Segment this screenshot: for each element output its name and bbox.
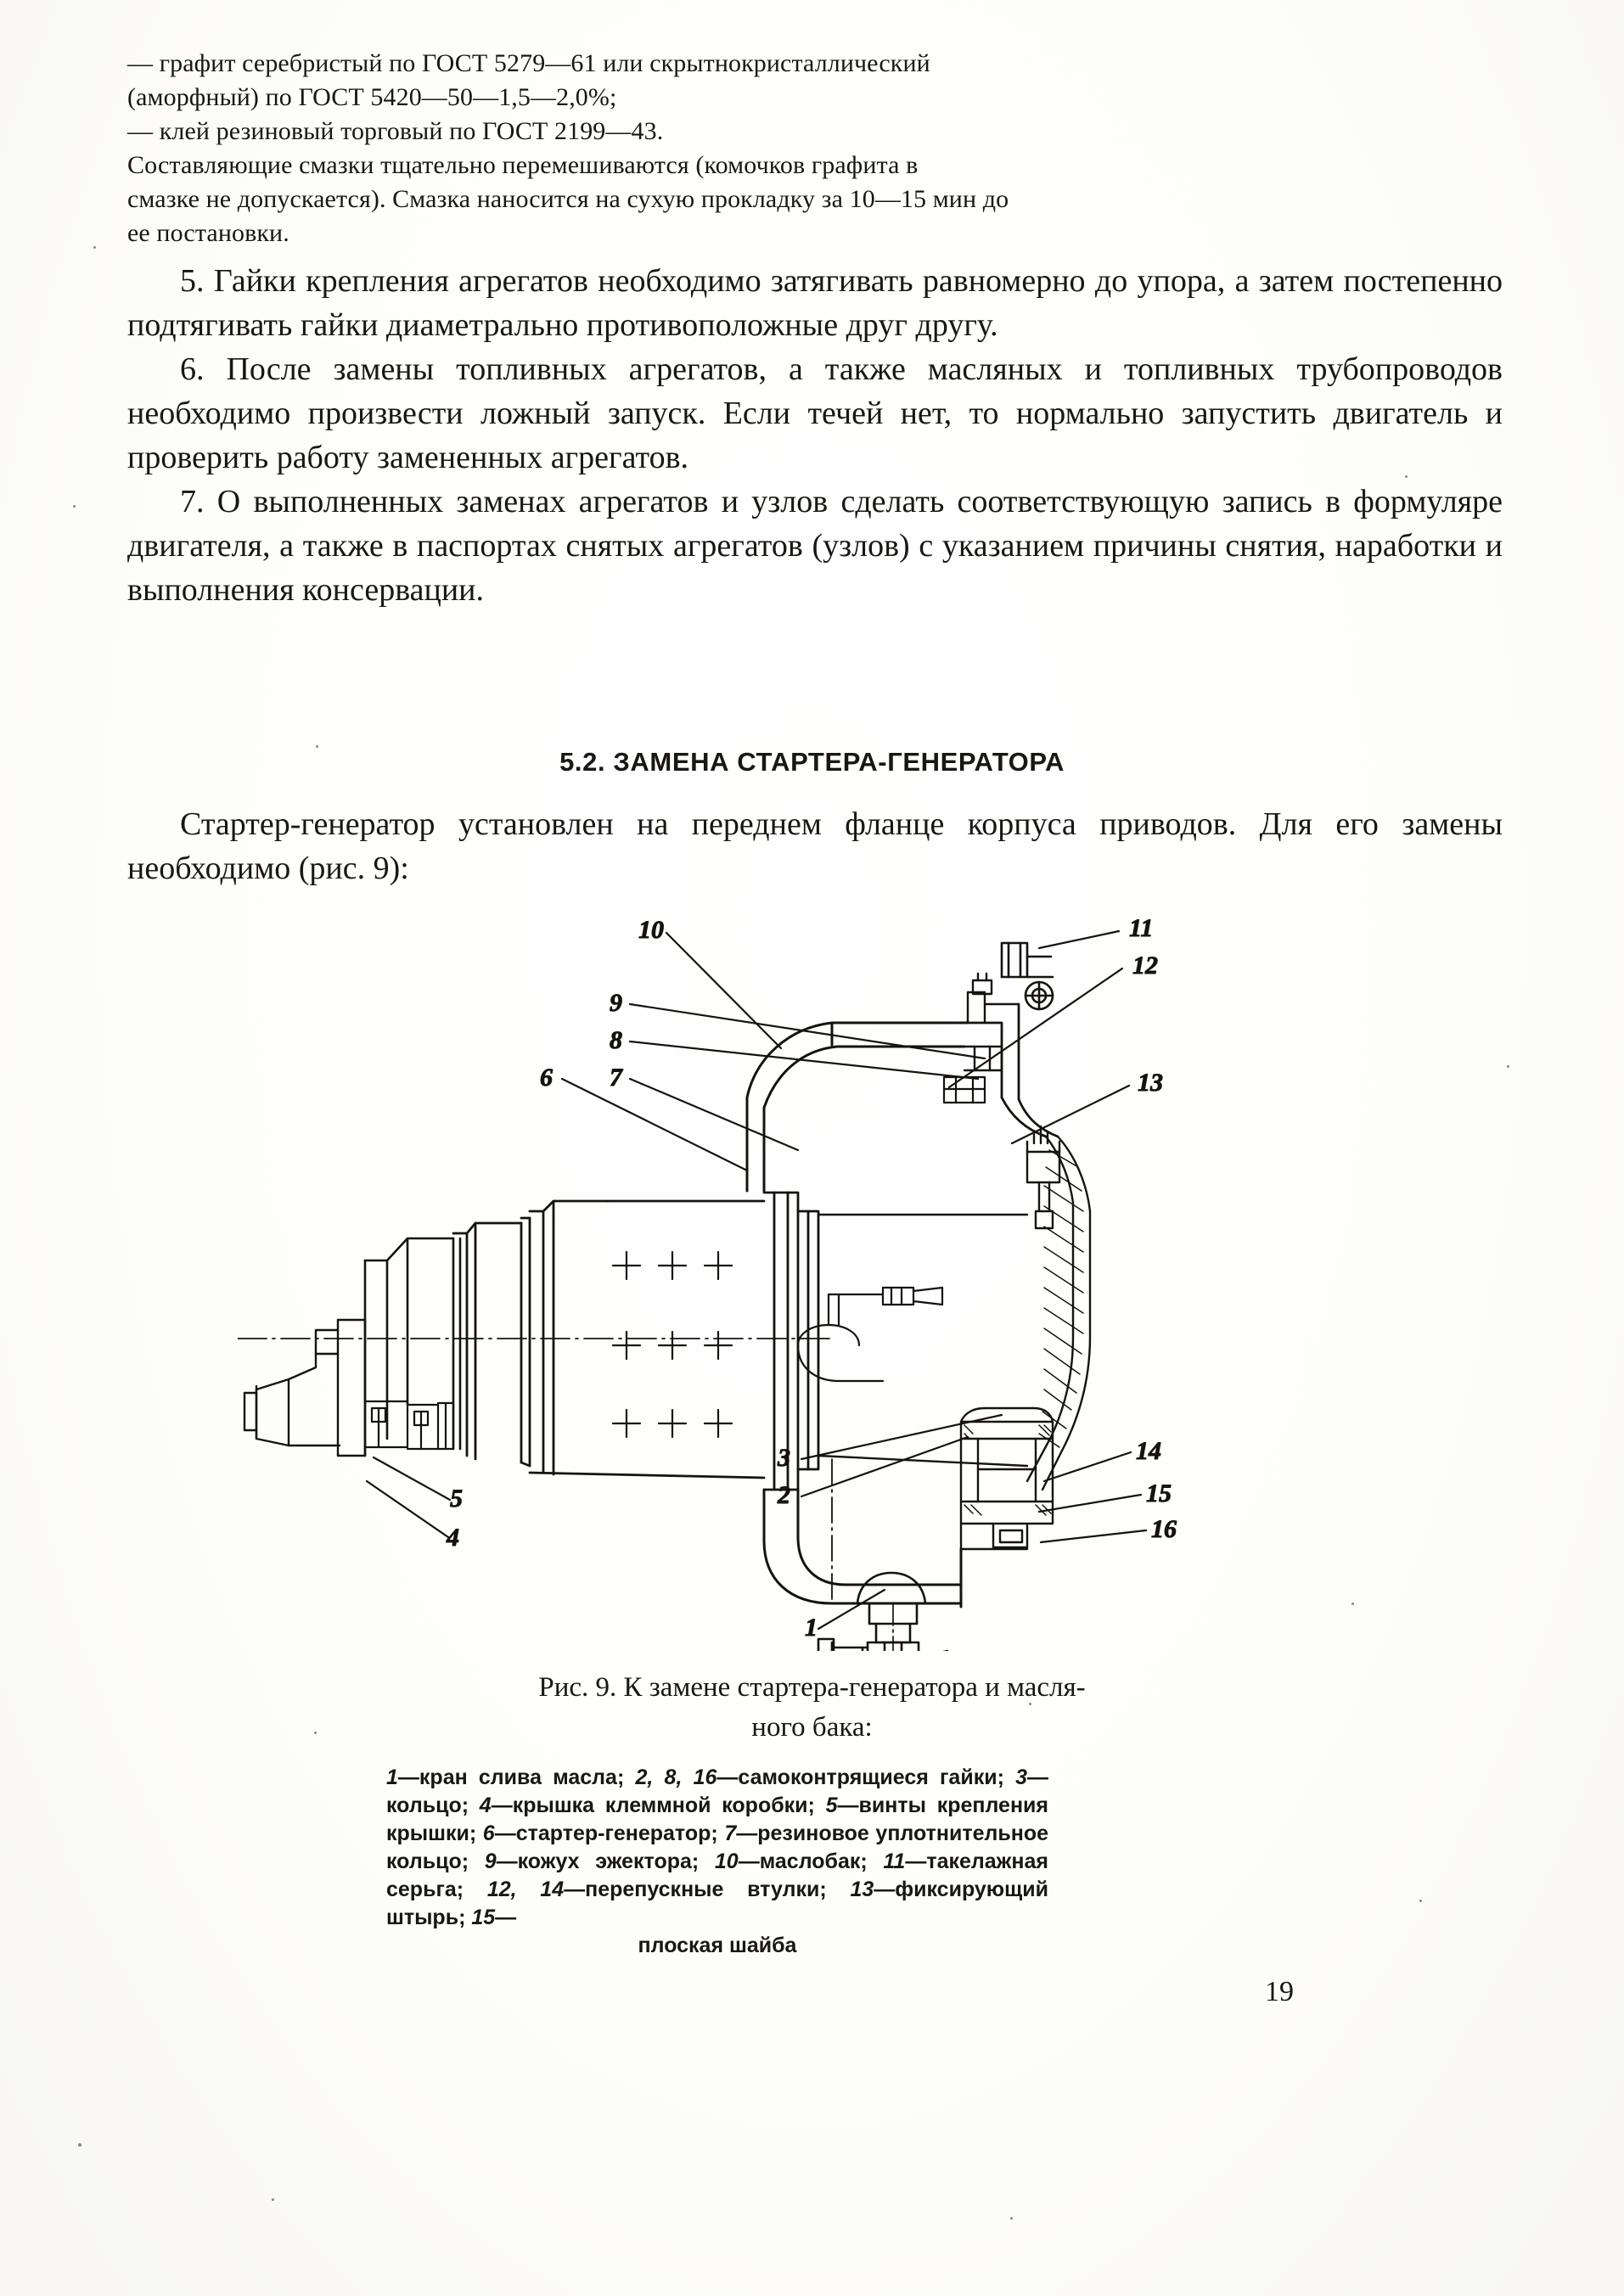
legend-part-number: 11 (883, 1850, 906, 1873)
legend-part-text: —резиновое уплотнительное кольцо; (386, 1822, 1049, 1873)
legend-part-text: —стартер-генератор; (494, 1822, 725, 1845)
legend-part-text: — (495, 1906, 517, 1929)
scan-speck (1419, 1900, 1422, 1902)
drawing-mid-bolts (798, 1288, 942, 1381)
intro-line-2-text: (аморфный) по ГОСТ 5420—50—1,5—2,0%; (127, 83, 617, 111)
intro-line-4-text: Составляющие смазки тщательно перемешиваются (комочков графита в (127, 151, 919, 179)
figure-caption-line-2: ного бака: (751, 1712, 873, 1743)
item-5-paragraph: 5. Гайки крепления агрегатов необходимо затягивать равномерно до упора, а затем постепенно подтягивать гайки диаметрально противоположные друг другу. (127, 263, 1503, 343)
scan-speck (93, 246, 96, 249)
intro-line-1 (127, 47, 1503, 81)
figure-caption (0, 1668, 1624, 1748)
scan-speck (272, 2198, 274, 2201)
legend-part-text: —кран слива масла; (397, 1766, 636, 1789)
callout-3: 3 (778, 1444, 790, 1472)
scan-speck (1507, 1065, 1509, 1068)
legend-part-number: 6 (482, 1822, 495, 1845)
drawing-starter-generator-body (453, 1218, 530, 1466)
callout-6: 6 (540, 1064, 553, 1092)
legend-part-number: 2, 8, 16 (635, 1766, 717, 1789)
legend-part-number: 12, 14 (486, 1878, 565, 1901)
callout-13: 13 (1138, 1069, 1163, 1097)
drawing-drive-end-flange (764, 1193, 818, 1490)
legend-part-number: 10 (714, 1850, 739, 1873)
intro-line-6 (127, 216, 1503, 250)
intro-line-4 (127, 149, 1503, 182)
legend-part-text: —кожух эжектора; (496, 1850, 715, 1873)
legend-part-text: —самоконтрящиеся гайки; (716, 1766, 1016, 1789)
callout-15: 15 (1146, 1479, 1172, 1507)
drawing-mounting-lugs (365, 1401, 453, 1449)
legend-part-text: —маслобак; (738, 1850, 884, 1873)
legend-part-number: 13 (850, 1878, 874, 1901)
drawing-central-drum (530, 1201, 764, 1478)
figure-9-technical-drawing (238, 895, 1375, 1651)
legend-part-number: 4 (479, 1794, 492, 1817)
intro-line-3 (127, 115, 1503, 149)
item-7-paragraph: 7. О выполненных заменах агрегатов и узлов сделать соответствующую запись в формуляре двигателя, а также в паспортах снятых агрегатов (узлов) с указанием причины снятия, наработки и выполнения консервации. (127, 484, 1503, 608)
intro-list-block (127, 47, 1503, 250)
legend-part-number: 5 (825, 1794, 838, 1817)
callout-5: 5 (450, 1485, 463, 1513)
intro-line-3-text: — клей резиновый торговый по ГОСТ 2199—43. (127, 117, 664, 145)
intro-line-6-text: ее постановки. (127, 219, 289, 247)
callout-10: 10 (638, 916, 664, 944)
callout-1: 1 (805, 1614, 818, 1642)
legend-part-text: —кольцо; (386, 1766, 1049, 1817)
legend-part-text: —фиксирующий штырь; (386, 1878, 1048, 1929)
drawing-cross-marks (613, 1252, 732, 1437)
callout-8: 8 (610, 1026, 622, 1054)
legend-part-number: 7 (724, 1822, 737, 1845)
drawing-hoisting-eye (1002, 943, 1053, 1009)
item-6-paragraph: 6. После замены топливных агрегатов, а также масляных и топливных трубопроводов необходимо произвести ложный запуск. Если течей нет, то нормально запустить двигатель и проверить работу замененных агрегатов. (127, 351, 1503, 475)
drawing-section-hatching (1039, 1150, 1083, 1447)
callout-4: 4 (447, 1524, 459, 1552)
legend-part-number: 3 (1015, 1766, 1028, 1789)
callout-11: 11 (1129, 914, 1154, 942)
legend-part-number: 9 (484, 1850, 497, 1873)
drawing-bolts-row (944, 1077, 985, 1103)
section-intro-block (127, 802, 1503, 890)
scan-speck (78, 2143, 81, 2147)
drawing-bearing-assembly (961, 1408, 1053, 1549)
figure-caption-line-1: Рис. 9. К замене стартера-генератора и масля- (538, 1672, 1086, 1703)
scan-speck (73, 505, 76, 508)
callout-7: 7 (610, 1064, 622, 1092)
scan-speck (1010, 2217, 1013, 2220)
section-intro-paragraph: Стартер-генератор установлен на переднем фланце корпуса приводов. Для его замены необходимо (рис. 9): (127, 806, 1503, 886)
callout-14: 14 (1136, 1437, 1161, 1465)
section-heading-5-2: 5.2. ЗАМЕНА СТАРТЕРА-ГЕНЕРАТОРА (559, 747, 1065, 777)
intro-line-2 (127, 81, 1503, 115)
figure-legend-last-line: плоская шайба (638, 1934, 797, 1957)
page-number: 19 (1265, 1976, 1294, 2007)
drawing-cock-axis (798, 1603, 968, 1651)
legend-part-text: —винты крепления крышки; (386, 1794, 1048, 1845)
legend-part-text: —такелажная серьга; (386, 1850, 1048, 1901)
numbered-items-block (127, 259, 1503, 612)
legend-part-text: —крышка клеммной коробки; (491, 1794, 826, 1817)
callout-number-group (446, 914, 1177, 1642)
legend-part-number: 1 (386, 1766, 398, 1789)
figure-legend (386, 1764, 1048, 1960)
legend-part-number: 15 (471, 1906, 496, 1929)
intro-line-1-text: — графит серебристый по ГОСТ 5279—61 или скрытнокристаллический (127, 49, 930, 77)
callout-2: 2 (778, 1481, 790, 1509)
drawing-left-stub (244, 1320, 365, 1456)
callout-9: 9 (610, 989, 622, 1017)
intro-line-5 (127, 182, 1503, 216)
callout-16: 16 (1151, 1515, 1177, 1543)
legend-part-text: —перепускные втулки; (564, 1878, 851, 1901)
figure-legend-runs (386, 1766, 1048, 1929)
callout-12: 12 (1132, 952, 1158, 980)
intro-line-5-text: смазке не допускается). Смазка наносится на сухую прокладку за 10—15 мин до (127, 185, 1009, 213)
